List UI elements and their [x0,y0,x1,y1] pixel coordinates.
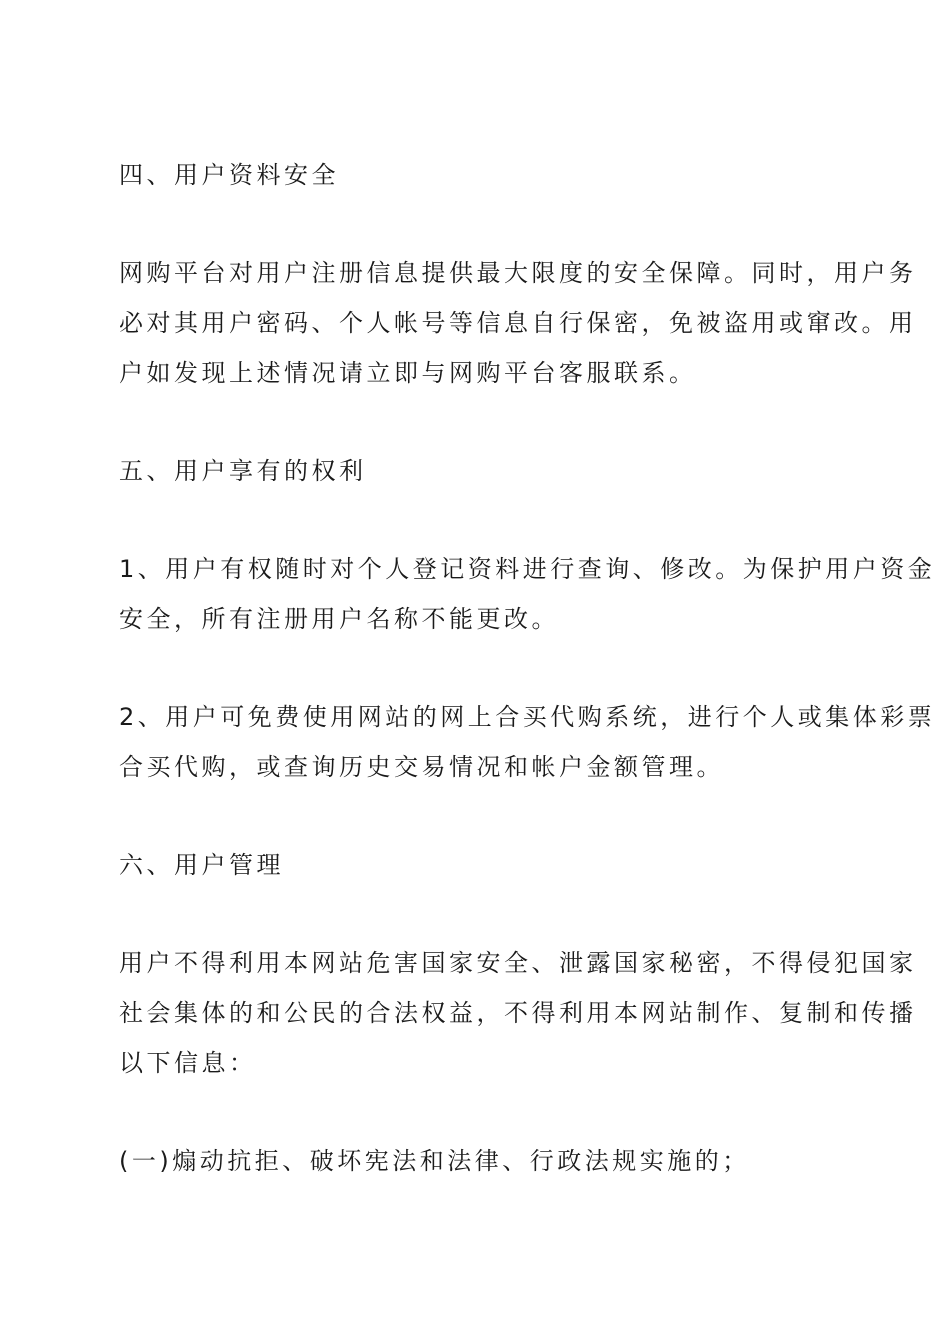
paragraph-line: 1、用户有权随时对个人登记资料进行查询、修改。为保护用户资金 [119,555,936,583]
paragraph-gap [119,1088,831,1136]
paragraph-gap [119,792,831,840]
section-heading-user-data-security: 四、用户资料安全 [119,161,339,189]
paragraph-rights-item-1 [119,544,936,644]
document-body [119,150,936,1186]
paragraph-gap [119,398,831,446]
clause-item-1: (一)煽动抗拒、破坏宪法和法律、行政法规实施的； [119,1147,750,1175]
paragraph-gap [119,496,831,544]
paragraph-rights-item-2 [119,692,936,792]
paragraph-gap [119,890,831,938]
paragraph-line: 户如发现上述情况请立即与网购平台客服联系。 [119,359,697,387]
paragraph-line: 2、用户可免费使用网站的网上合买代购系统，进行个人或集体彩票 [119,703,936,731]
paragraph-line: 社会集体的和公民的合法权益，不得利用本网站制作、复制和传播 [119,999,917,1027]
paragraph-line: 以下信息： [119,1049,257,1077]
paragraph-line: 安全，所有注册用户名称不能更改。 [119,605,559,633]
paragraph-gap [119,644,831,692]
paragraph-user-data-security [119,248,917,398]
paragraph-line: 必对其用户密码、个人帐号等信息自行保密，免被盗用或窜改。用 [119,309,917,337]
paragraph-line: 网购平台对用户注册信息提供最大限度的安全保障。同时，用户务 [119,259,917,287]
paragraph-line: 合买代购，或查询历史交易情况和帐户金额管理。 [119,753,724,781]
section-heading-user-management: 六、用户管理 [119,851,284,879]
paragraph-line: 用户不得利用本网站危害国家安全、泄露国家秘密，不得侵犯国家 [119,949,917,977]
paragraph-gap [119,200,831,248]
section-heading-user-rights: 五、用户享有的权利 [119,457,367,485]
paragraph-user-management [119,938,917,1088]
